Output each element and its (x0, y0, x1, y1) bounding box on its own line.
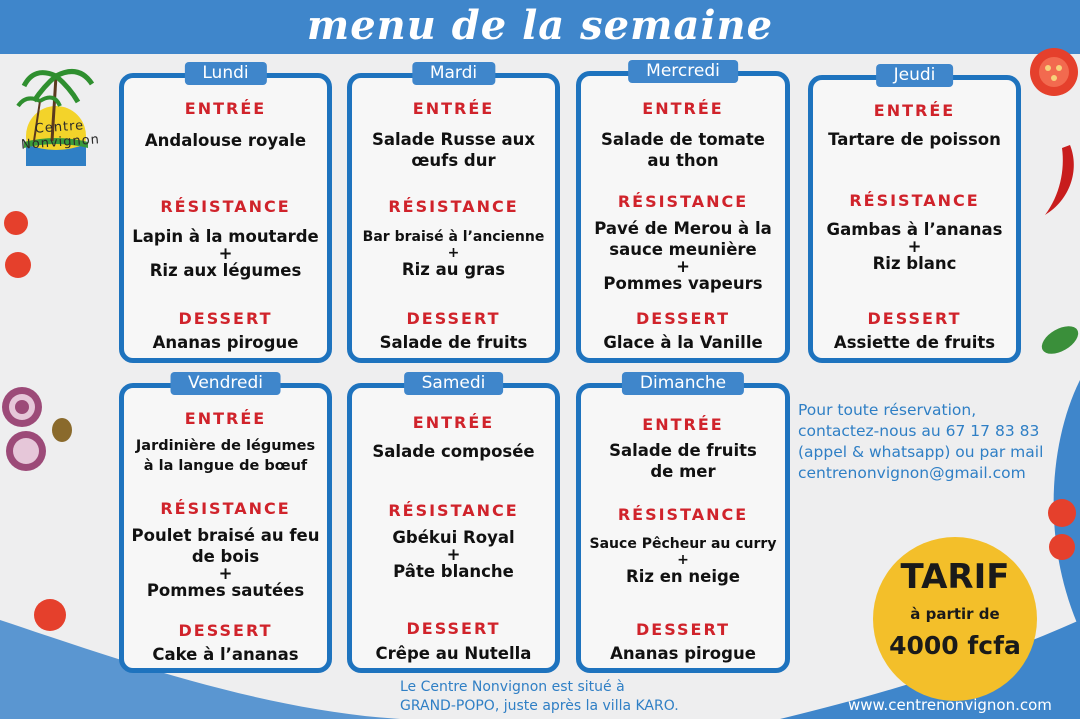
dessert-dish: Crêpe au Nutella (375, 644, 532, 663)
entree-line: à la langue de bœuf (143, 458, 308, 474)
resistance-dish (581, 534, 785, 588)
plus-sign: + (446, 545, 461, 564)
resistance-label: RÉSISTANCE (849, 191, 980, 210)
resistance-line: Pommes sautées (146, 581, 305, 600)
plus-sign: + (447, 245, 460, 261)
entree-label: ENTRÉE (184, 99, 267, 118)
dessert-label: DESSERT (178, 621, 273, 640)
day-tab-samedi: Samedi (404, 372, 504, 395)
resistance-dish (124, 226, 327, 281)
card-vendredi (119, 373, 332, 673)
card-mercredi (576, 61, 790, 363)
contact-line: Pour toute réservation, (798, 401, 977, 419)
resistance-line: Sauce Pêcheur au curry (589, 536, 777, 552)
contact-email[interactable]: centrenonvignon@gmail.com (798, 464, 1026, 482)
chili-pepper-icon (1040, 140, 1080, 220)
dessert-dish: Ananas pirogue (610, 644, 756, 663)
entree-label: ENTRÉE (642, 99, 724, 118)
dessert-label: DESSERT (178, 309, 273, 328)
dessert-label: DESSERT (406, 619, 501, 638)
resistance-dish (352, 227, 555, 281)
tarif-subtitle: à partir de (910, 605, 1000, 623)
card-dimanche (576, 373, 790, 673)
entree-label: ENTRÉE (184, 409, 267, 428)
day-tab-mercredi: Mercredi (628, 60, 738, 83)
contact-info (798, 400, 1078, 484)
resistance-dish (352, 527, 555, 582)
dessert-label: DESSERT (867, 309, 962, 328)
entree-label: ENTRÉE (412, 413, 495, 432)
dessert-label: DESSERT (636, 620, 730, 639)
entree-label: ENTRÉE (873, 101, 956, 120)
tarif-title: TARIF (900, 557, 1010, 597)
card-samedi (347, 373, 560, 673)
resistance-line: Riz aux légumes (149, 261, 302, 280)
resistance-label: RÉSISTANCE (388, 501, 519, 520)
resistance-line: Riz blanc (872, 254, 957, 273)
entree-dish: Andalouse royale (144, 131, 307, 150)
resistance-label: RÉSISTANCE (160, 197, 291, 216)
tomato-slices-icon (1040, 495, 1080, 565)
dessert-dish: Cake à l’ananas (152, 645, 299, 664)
card-mardi (347, 63, 560, 363)
location-line: GRAND-POPO, juste après la villa KARO. (400, 698, 679, 714)
day-tab-lundi: Lundi (184, 62, 266, 85)
dessert-dish: Ananas pirogue (152, 333, 299, 352)
entree-label: ENTRÉE (412, 99, 495, 118)
card-jeudi (808, 65, 1021, 363)
resistance-label: RÉSISTANCE (388, 197, 519, 216)
resistance-dish (124, 525, 327, 601)
website-link[interactable]: www.centrenonvignon.com (848, 696, 1052, 714)
entree-dish (352, 129, 555, 171)
plus-sign: + (907, 237, 922, 256)
dessert-dish: Assiette de fruits (833, 333, 996, 352)
resistance-line: Gbékui Royal (392, 528, 515, 547)
location-info (400, 678, 730, 716)
dessert-dish: Salade de fruits (379, 333, 528, 352)
resistance-line: Poulet braisé au feu (131, 526, 320, 545)
entree-dish: Tartare de poisson (828, 130, 1001, 149)
entree-line: au thon (647, 151, 719, 170)
entree-dish (581, 129, 785, 171)
day-tab-jeudi: Jeudi (876, 64, 954, 87)
entree-dish (581, 440, 785, 482)
dessert-dish: Glace à la Vanille (603, 333, 763, 352)
contact-phone[interactable]: contactez-nous au 67 17 83 83 (798, 422, 1040, 440)
logo-text: Centre Nonvignon (20, 118, 101, 153)
dessert-label: DESSERT (636, 309, 730, 328)
resistance-label: RÉSISTANCE (160, 499, 291, 518)
contact-line: (appel & whatsapp) ou par mail (798, 443, 1044, 461)
basil-leaf-icon (1030, 315, 1080, 365)
plus-sign: + (677, 552, 689, 568)
resistance-line: Gambas à l’ananas (826, 220, 1003, 239)
entree-line: œufs dur (411, 151, 496, 170)
tarif-badge (873, 537, 1037, 701)
tomato-icon (30, 595, 70, 635)
day-tab-vendredi: Vendredi (170, 372, 281, 395)
resistance-line: de bois (191, 547, 260, 566)
resistance-label: RÉSISTANCE (617, 505, 749, 524)
resistance-line: Pâte blanche (393, 562, 514, 581)
resistance-line: sauce meunière (609, 240, 757, 259)
resistance-line: Pavé de Merou à la (594, 219, 772, 238)
location-line: Le Centre Nonvignon est situé à (400, 679, 625, 695)
entree-line: de mer (650, 462, 716, 481)
dessert-label: DESSERT (406, 309, 501, 328)
entree-dish (124, 436, 327, 476)
resistance-dish (581, 218, 785, 294)
day-tab-mardi: Mardi (412, 62, 495, 85)
entree-label: ENTRÉE (642, 415, 724, 434)
entree-line: Jardinière de légumes (135, 438, 316, 454)
plus-sign: + (676, 257, 690, 276)
resistance-line: Riz au gras (401, 260, 506, 279)
red-onion-icon (0, 385, 75, 475)
tomato-slice-icon (1028, 46, 1080, 98)
page-title: menu de la semaine (306, 2, 774, 49)
entree-line: Salade de fruits (609, 441, 757, 460)
tarif-price: 4000 fcfa (889, 631, 1021, 660)
cherry-tomatoes-icon (0, 205, 40, 285)
day-tab-dimanche: Dimanche (622, 372, 744, 395)
card-lundi (119, 63, 332, 363)
resistance-line: Bar braisé à l’ancienne (362, 229, 545, 245)
resistance-line: Lapin à la moutarde (132, 227, 319, 246)
plus-sign: + (218, 564, 233, 583)
plus-sign: + (218, 244, 233, 263)
entree-dish: Salade composée (372, 442, 535, 461)
resistance-dish (813, 219, 1016, 274)
resistance-label: RÉSISTANCE (617, 192, 749, 211)
entree-line: Salade Russe aux (371, 130, 536, 149)
resistance-line: Riz en neige (626, 567, 740, 586)
resistance-line: Pommes vapeurs (603, 274, 763, 293)
entree-line: Salade de tomate (601, 130, 765, 149)
